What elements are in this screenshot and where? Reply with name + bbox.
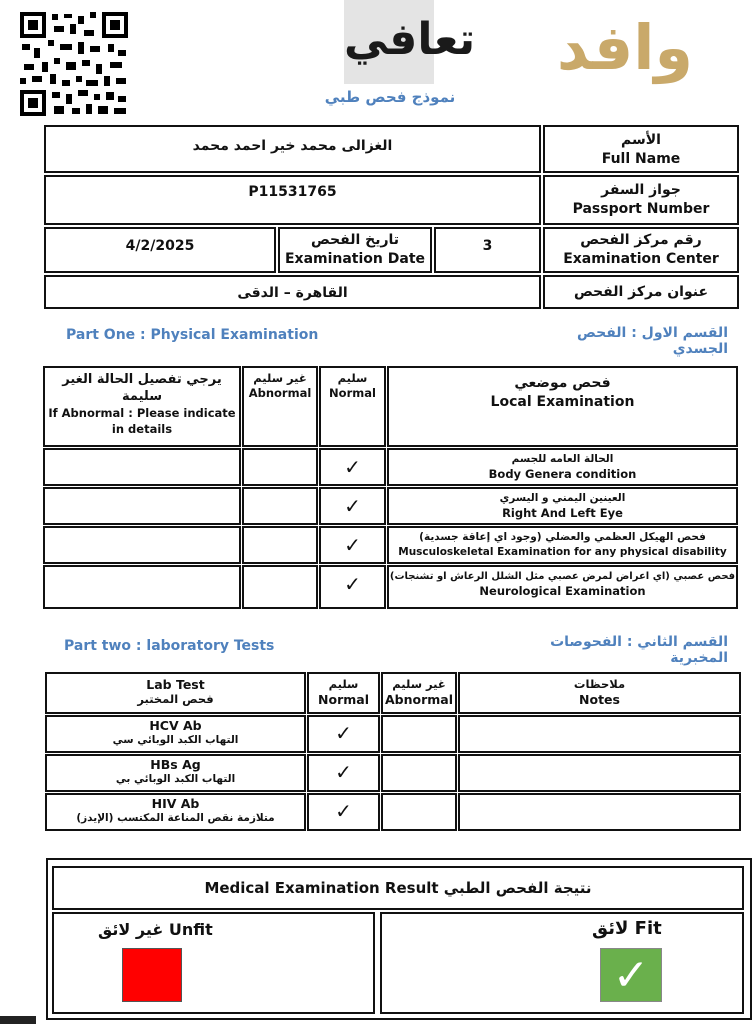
- lab-notes-cell: [458, 754, 741, 792]
- normal-cell: [319, 487, 386, 525]
- lab-test-ar: التهاب الكبد الوبائي بي: [115, 773, 236, 785]
- unfit-label: غير لائق Unfit: [98, 920, 213, 939]
- exam-cell: [387, 526, 738, 564]
- center-label-ar: رقم مركز الفحص: [580, 232, 702, 248]
- date-label-en: Examination Date: [284, 251, 426, 267]
- exam-ar: العينين اليمني و اليسري: [499, 492, 626, 504]
- center-value: 3: [482, 238, 493, 254]
- lab-test-cell: [45, 715, 306, 753]
- notes-header-ar: ملاحظات: [573, 677, 626, 691]
- details-cell: [43, 526, 241, 564]
- lab-test-ar: التهاب الكبد الوبائي سي: [112, 734, 239, 746]
- exam-cell: [387, 487, 738, 525]
- lab-test-en: HIV Ab: [151, 796, 200, 811]
- center-value-cell: [434, 227, 541, 273]
- checkmark-icon: ✓: [335, 760, 352, 784]
- checkmark-icon: ✓: [344, 455, 361, 479]
- result-title: Medical Examination Result نتيجة الفحص الطبي: [204, 879, 592, 897]
- lab-normal-cell: [307, 793, 380, 831]
- exam-en: Neurological Examination: [479, 584, 646, 598]
- part-two-title-ar: القسم الثاني : الفحوصات المخبرية: [550, 634, 728, 666]
- passport-value-cell: [44, 175, 541, 225]
- details-cell: [43, 487, 241, 525]
- details-cell: [43, 448, 241, 486]
- name-label-ar: الأسم: [621, 132, 661, 148]
- lab-abnormal-header: [381, 672, 457, 714]
- lab-test-cell: [45, 754, 306, 792]
- date-label-cell: [278, 227, 432, 273]
- local-exam-header-ar: فحص موضعي: [514, 375, 611, 391]
- address-value: القاهرة – الدقى: [237, 285, 348, 301]
- local-exam-header: [387, 366, 738, 447]
- wafid-logo: وافد: [556, 11, 694, 84]
- unfit-cell: [52, 912, 375, 1014]
- unfit-box-icon: [122, 948, 182, 1002]
- notes-header: [458, 672, 741, 714]
- lab-test-en: HCV Ab: [149, 718, 202, 733]
- normal-cell: [319, 448, 386, 486]
- local-exam-header-en: Local Examination: [490, 394, 635, 410]
- exam-cell: [387, 565, 738, 609]
- fit-cell: [380, 912, 744, 1014]
- lab-normal-header-en: Normal: [318, 692, 369, 707]
- normal-header-en: Normal: [329, 386, 376, 400]
- checkmark-icon: ✓: [344, 533, 361, 557]
- lab-normal-cell: [307, 754, 380, 792]
- lab-abnormal-cell: [381, 754, 457, 792]
- name-value-cell: [44, 125, 541, 173]
- lab-normal-cell: [307, 715, 380, 753]
- lab-test-cell: [45, 793, 306, 831]
- center-label-en: Examination Center: [563, 251, 719, 267]
- exam-en: Body Genera condition: [488, 467, 637, 481]
- name-label-en: Full Name: [601, 151, 681, 167]
- checkmark-icon: ✓: [344, 494, 361, 518]
- address-label-cell: [543, 275, 739, 309]
- exam-ar: فحص عصبي (اي اعراض لمرض عصبي مثل الشلل الرعاش او تشنجات): [389, 571, 736, 582]
- lab-abnormal-header-en: Abnormal: [384, 692, 454, 707]
- abnormal-header-ar: غير سليم: [253, 371, 307, 385]
- exam-ar: الحالة العامه للجسم: [511, 453, 614, 465]
- abnormal-cell: [242, 448, 318, 486]
- center-label-cell: [543, 227, 739, 273]
- fit-mark: ✓: [612, 950, 650, 1001]
- part-two-title-en: Part two : laboratory Tests: [64, 638, 275, 654]
- normal-cell: [319, 526, 386, 564]
- part-one-title-en: Part One : Physical Examination: [66, 327, 319, 343]
- details-header-en: If Abnormal : Please indicate in details: [48, 406, 236, 436]
- lab-test-header-ar: فحص المختبر: [137, 692, 214, 706]
- lab-notes-cell: [458, 715, 741, 753]
- exam-en: Musculoskeletal Examination for any physical disability: [398, 546, 727, 558]
- lab-test-ar: متلازمة نقص المناعة المكتسب (الإيدز): [76, 812, 275, 824]
- exam-cell: [387, 448, 738, 486]
- page-corner-mark: [0, 1016, 36, 1024]
- abnormal-header-en: Abnormal: [248, 386, 312, 400]
- abnormal-cell: [242, 526, 318, 564]
- checkmark-icon: ✓: [335, 799, 352, 823]
- name-value: الغزالى محمد خير احمد محمد: [192, 138, 393, 154]
- details-cell: [43, 565, 241, 609]
- normal-header: [319, 366, 386, 447]
- form-title: نموذج فحص طبي: [324, 88, 456, 106]
- abnormal-cell: [242, 487, 318, 525]
- result-title-cell: [52, 866, 744, 910]
- lab-normal-header: [307, 672, 380, 714]
- lab-abnormal-cell: [381, 715, 457, 753]
- taafi-logo-text: تعافي: [344, 14, 476, 65]
- passport-label-en: Passport Number: [572, 201, 710, 217]
- passport-label-cell: [543, 175, 739, 225]
- checkmark-icon: ✓: [335, 721, 352, 745]
- fit-label: لائق Fit: [592, 918, 662, 939]
- lab-test-header-en: Lab Test: [146, 677, 205, 692]
- taafi-logo: [344, 0, 476, 84]
- checkmark-icon: ✓: [344, 572, 361, 596]
- address-label-ar: عنوان مركز الفحص: [573, 284, 709, 300]
- details-header: [43, 366, 241, 447]
- date-value-cell: [44, 227, 276, 273]
- lab-notes-cell: [458, 793, 741, 831]
- lab-abnormal-cell: [381, 793, 457, 831]
- notes-header-en: Notes: [579, 692, 620, 707]
- normal-cell: [319, 565, 386, 609]
- name-label-cell: [543, 125, 739, 173]
- passport-value: P11531765: [248, 184, 337, 200]
- exam-ar: فحص الهيكل العظمي والعضلي (وجود اي إعاقة جسدية): [419, 531, 706, 543]
- abnormal-cell: [242, 565, 318, 609]
- exam-en: Right And Left Eye: [502, 506, 623, 520]
- details-header-ar: يرجي تفصيل الحالة الغير سليمة: [62, 372, 222, 404]
- fit-checkmark-icon: [600, 948, 662, 1002]
- lab-abnormal-header-ar: غير سليم: [392, 677, 446, 691]
- date-value: 4/2/2025: [125, 238, 195, 254]
- qr-code-icon: [18, 10, 130, 118]
- lab-test-en: HBs Ag: [150, 757, 201, 772]
- normal-header-ar: سليم: [337, 371, 368, 385]
- lab-normal-header-ar: سليم: [328, 677, 359, 691]
- lab-test-header: [45, 672, 306, 714]
- abnormal-header: [242, 366, 318, 447]
- part-one-title-ar: القسم الاول : الفحص الجسدي: [577, 325, 728, 357]
- date-label-ar: تاريخ الفحص: [310, 232, 400, 248]
- address-value-cell: [44, 275, 541, 309]
- passport-label-ar: جواز السفر: [601, 182, 681, 198]
